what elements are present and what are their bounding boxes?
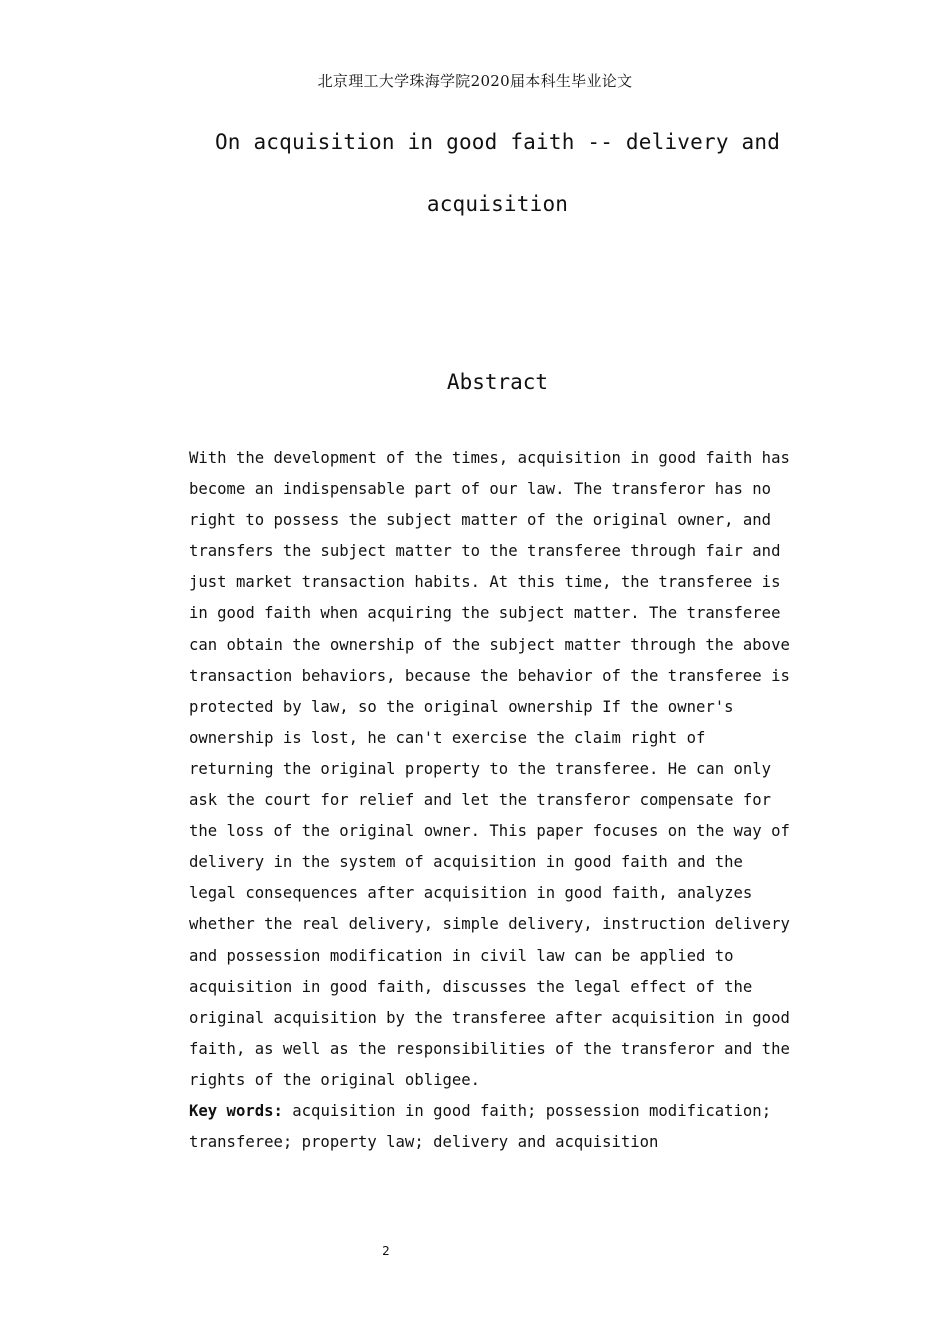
abstract-line: transfers the subject matter to the transferee through fair and bbox=[189, 542, 781, 561]
abstract-line: transaction behaviors, because the behavior of the transferee is bbox=[189, 666, 790, 685]
abstract-body bbox=[189, 443, 829, 1096]
abstract-line: With the development of the times, acquisition in good faith has bbox=[189, 449, 790, 467]
abstract-line: just market transaction habits. At this time, the transferee is bbox=[189, 573, 781, 592]
abstract-line: ownership is lost, he can't exercise the claim right of bbox=[189, 728, 706, 747]
abstract-line: in good faith when acquiring the subject matter. The transferee bbox=[189, 604, 781, 623]
keywords-line-1 bbox=[189, 1096, 829, 1127]
abstract-heading: Abstract bbox=[446, 370, 549, 394]
abstract-line: rights of the original obligee. bbox=[189, 1070, 481, 1089]
keywords-label: Key words: bbox=[189, 1102, 283, 1120]
abstract-line: acquisition in good faith, discusses the legal effect of the bbox=[189, 977, 753, 996]
paper-title-line-2: acquisition bbox=[426, 192, 569, 216]
abstract-line: ask the court for relief and let the transferor compensate for bbox=[189, 791, 772, 810]
abstract-line: the loss of the original owner. This paper focuses on the way of bbox=[189, 822, 790, 841]
abstract-line: can obtain the ownership of the subject matter through the above bbox=[189, 635, 790, 654]
page-number: 2 bbox=[382, 1244, 390, 1258]
abstract-line: original acquisition by the transferee after acquisition in good bbox=[189, 1008, 790, 1027]
keywords-section bbox=[189, 1096, 829, 1158]
paper-title-line-1: On acquisition in good faith -- delivery and bbox=[214, 130, 781, 154]
abstract-line: become an indispensable part of our law. The transferor has no bbox=[189, 480, 772, 499]
abstract-line: legal consequences after acquisition in good faith, analyzes bbox=[189, 884, 753, 903]
keywords-line-2: transferee; property law; delivery and acquisition bbox=[189, 1133, 659, 1152]
abstract-line: and possession modification in civil law can be applied to bbox=[189, 946, 734, 965]
abstract-line: returning the original property to the transferee. He can only bbox=[189, 759, 772, 778]
abstract-line: faith, as well as the responsibilities of the transferor and the bbox=[189, 1039, 790, 1058]
abstract-line: delivery in the system of acquisition in good faith and the bbox=[189, 853, 743, 872]
keywords-text: acquisition in good faith; possession modification; bbox=[282, 1102, 772, 1120]
running-header: 北京理工大学珠海学院2020届本科生毕业论文 bbox=[317, 72, 633, 90]
abstract-line: right to possess the subject matter of the original owner, and bbox=[189, 511, 772, 530]
abstract-line: whether the real delivery, simple delivery, instruction delivery bbox=[189, 915, 790, 934]
abstract-line: protected by law, so the original ownership If the owner's bbox=[189, 697, 734, 716]
